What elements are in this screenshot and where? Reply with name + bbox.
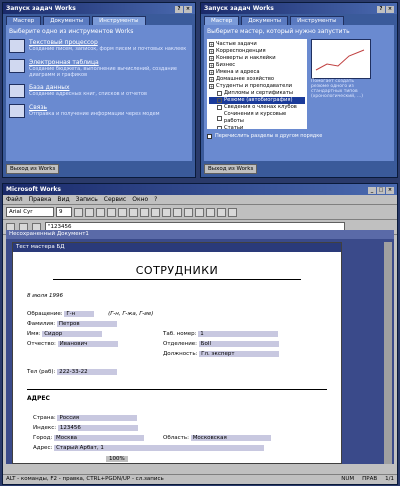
wizard-list-label: Корреспонденция <box>216 48 266 54</box>
tab-wizards[interactable]: Мастер <box>204 16 239 25</box>
zoom-level[interactable]: 100% <box>106 456 128 462</box>
open-icon[interactable] <box>85 208 94 217</box>
document-icon <box>217 91 222 96</box>
title-bar <box>3 3 195 14</box>
wizard-list-label: Статьи <box>224 125 244 129</box>
position-label: Должность: <box>163 351 198 357</box>
city-field[interactable]: Москва <box>54 435 144 441</box>
page-title: СОТРУДНИКИ <box>53 264 301 280</box>
salutation-field[interactable]: Г-н <box>64 311 94 317</box>
tab-wizards[interactable]: Мастер <box>6 16 41 25</box>
region-label: Область: <box>163 435 189 441</box>
city-label: Город: <box>33 435 53 441</box>
menu-tools[interactable]: Сервис <box>103 196 127 203</box>
wizard-list-label: Сведения о членах клубов <box>224 104 297 110</box>
wizard-list-item[interactable] <box>209 41 305 48</box>
paste-icon[interactable] <box>151 208 160 217</box>
mode-indicator: ПРАВ <box>362 476 378 482</box>
document-icon <box>217 126 222 129</box>
wizard-list-item[interactable] <box>209 97 305 104</box>
exit-works-button[interactable]: Выход из Works <box>6 164 59 174</box>
zip-field[interactable]: 123456 <box>58 425 138 431</box>
document-icon <box>217 116 222 121</box>
help-icon[interactable]: ? <box>377 6 385 13</box>
wizard-list-label: Дипломы и сертификаты <box>224 90 293 96</box>
status-text: ALT - команды, F2 - правка, CTRL+PGDN/UP - сл.запись <box>6 476 164 482</box>
expand-icon: + <box>210 49 214 54</box>
expand-icon: + <box>210 84 214 89</box>
salutation-label: Обращение: <box>27 311 63 317</box>
wizard-list-label: Сочинения и курсовые работы <box>223 111 287 124</box>
wizard-list-item[interactable] <box>209 69 305 76</box>
copy-icon[interactable] <box>140 208 149 217</box>
phone-field[interactable]: 222-33-22 <box>57 369 117 375</box>
toolbar <box>3 205 397 220</box>
wizard-list[interactable] <box>207 39 307 129</box>
menu-bar <box>3 195 397 205</box>
wizards-header: Выберите мастер, который нужно запустить <box>207 28 350 35</box>
tool-spreadsheet[interactable]: Электронная таблица Создание бюджета, выполнение вычислений, создание диаграмм и графиков <box>9 59 189 78</box>
report-view-icon[interactable] <box>217 208 226 217</box>
form-page <box>12 242 342 464</box>
position-field[interactable]: Гл. эксперт <box>199 351 279 357</box>
tab-number-label: Таб. номер: <box>163 331 197 337</box>
minimize-icon[interactable]: _ <box>368 187 376 194</box>
wizard-list-item[interactable] <box>209 48 305 55</box>
menu-help[interactable]: ? <box>154 196 158 203</box>
date-text: 8 июля 1996 <box>27 293 64 299</box>
tab-tools[interactable]: Инструменты <box>92 16 145 25</box>
word-processor-icon <box>9 39 25 53</box>
communications-icon <box>9 104 25 118</box>
form-view-icon[interactable] <box>195 208 204 217</box>
maximize-icon[interactable]: □ <box>378 187 384 193</box>
window-title: Запуск задач Works <box>6 5 76 12</box>
lastname-field[interactable]: Петров <box>57 321 117 327</box>
zip-label: Индекс: <box>33 425 57 431</box>
wizard-list-item[interactable] <box>209 125 305 129</box>
document-icon <box>217 98 222 103</box>
exit-works-button[interactable]: Выход из Works <box>204 164 257 174</box>
form-subtitle: Тест мастера БД <box>13 243 341 252</box>
divider <box>27 389 327 390</box>
tab-number-field[interactable]: 1 <box>198 331 278 337</box>
wizard-list-label: Резюме (автобиография) <box>224 97 293 103</box>
department-label: Отделение: <box>163 341 198 347</box>
tool-database[interactable]: База данных Создание адресных книг, списков и отчетов <box>9 84 189 98</box>
wizard-list-item[interactable] <box>209 62 305 69</box>
expand-icon: + <box>210 63 214 68</box>
document-title: Несохраненный Документ1 <box>6 230 394 239</box>
address-section-title: АДРЕС <box>27 395 50 402</box>
window-title: Запуск задач Works <box>204 5 274 12</box>
new-icon[interactable] <box>74 208 83 217</box>
bold-icon[interactable] <box>162 208 171 217</box>
menu-view[interactable]: Вид <box>57 196 70 203</box>
close-icon[interactable]: × <box>387 187 393 193</box>
help-icon[interactable] <box>228 208 237 217</box>
underline-icon[interactable] <box>184 208 193 217</box>
task-launcher-tools-window <box>2 2 196 178</box>
wizard-list-item[interactable] <box>209 90 305 97</box>
country-field[interactable]: Россия <box>57 415 137 421</box>
font-select[interactable]: Arial Cyr <box>6 207 54 217</box>
wizard-list-item[interactable] <box>209 83 305 90</box>
spreadsheet-icon <box>9 59 25 73</box>
database-icon <box>9 84 25 98</box>
menu-file[interactable]: Файл <box>6 196 23 203</box>
firstname-label: Имя: <box>27 331 41 337</box>
menu-window[interactable]: Окно <box>132 196 149 203</box>
street-label: Адрес: <box>33 445 53 451</box>
vertical-scrollbar[interactable] <box>384 242 392 464</box>
record-indicator: 1/1 <box>385 476 394 482</box>
wizard-list-item[interactable] <box>209 104 305 111</box>
expand-icon: + <box>210 70 214 75</box>
workspace <box>6 230 394 464</box>
italic-icon[interactable] <box>173 208 182 217</box>
reorder-option[interactable]: Перечислить разделы в другом порядке <box>207 133 391 139</box>
save-icon[interactable] <box>96 208 105 217</box>
tool-communications[interactable]: Связь Отправка и получение информации через модем <box>9 104 189 118</box>
list-view-icon[interactable] <box>206 208 215 217</box>
wizard-list-label: Домашнее хозяйство <box>216 76 275 82</box>
lastname-label: Фамилия: <box>27 321 56 327</box>
expand-icon: + <box>210 42 214 47</box>
app-title: Microsoft Works <box>6 186 61 193</box>
num-indicator: NUM <box>341 476 355 482</box>
help-icon[interactable]: ? <box>175 6 183 13</box>
wizard-list-label: Бизнес <box>216 62 236 68</box>
preview-icon[interactable] <box>118 208 127 217</box>
wizard-list-item[interactable] <box>209 111 305 125</box>
wizard-list-label: Частые задачи <box>216 41 257 47</box>
title-bar <box>201 3 397 14</box>
tab-documents[interactable]: Документы <box>43 16 90 25</box>
document-icon <box>217 105 222 110</box>
status-bar <box>3 474 397 484</box>
salutation-hint: (Г-н, Г-жа, Г-ие) <box>108 311 154 317</box>
works-main-window <box>2 183 398 485</box>
phone-label: Тел (раб): <box>27 369 56 375</box>
tab-documents[interactable]: Документы <box>241 16 288 25</box>
tool-word-processor[interactable]: Текстовый процессор Создание писем, записок, форм писем и почтовых наклеек <box>9 39 189 53</box>
cut-icon[interactable] <box>129 208 138 217</box>
patronymic-field[interactable]: Иванович <box>58 341 118 347</box>
formula-input[interactable]: "123456 <box>45 222 345 232</box>
menu-record[interactable]: Запись <box>75 196 98 203</box>
wizard-description: Помогает создать резюме одного из стандартных типов (хронологический, ...) <box>311 79 364 99</box>
menu-edit[interactable]: Правка <box>28 196 52 203</box>
expand-icon: + <box>210 56 214 61</box>
wizard-list-label: Студенты и преподаватели <box>216 83 293 89</box>
country-label: Страна: <box>33 415 56 421</box>
main-title-bar <box>3 184 397 195</box>
wizard-preview <box>311 39 371 79</box>
wizard-list-item[interactable] <box>209 55 305 62</box>
region-field[interactable]: Московская <box>191 435 271 441</box>
expand-icon: + <box>210 77 214 82</box>
reorder-checkbox[interactable] <box>207 134 212 139</box>
street-field[interactable]: Старый Арбат, 1 <box>54 445 264 451</box>
department-field[interactable]: Бoll <box>199 341 279 347</box>
firstname-field[interactable]: Сидор <box>42 331 102 337</box>
tab-tools[interactable]: Инструменты <box>290 16 343 25</box>
size-select[interactable]: 9 <box>56 207 72 217</box>
close-icon[interactable]: × <box>387 6 393 12</box>
patronymic-label: Отчество: <box>27 341 56 347</box>
wizard-list-label: Конверты и наклейки <box>216 55 276 61</box>
print-icon[interactable] <box>107 208 116 217</box>
wizard-list-label: Имена и адреса <box>216 69 260 75</box>
task-launcher-wizards-window <box>200 2 398 178</box>
close-icon[interactable]: × <box>185 6 191 12</box>
wizard-list-item[interactable] <box>209 76 305 83</box>
tools-header: Выберите одно из инструментов Works <box>9 28 134 35</box>
